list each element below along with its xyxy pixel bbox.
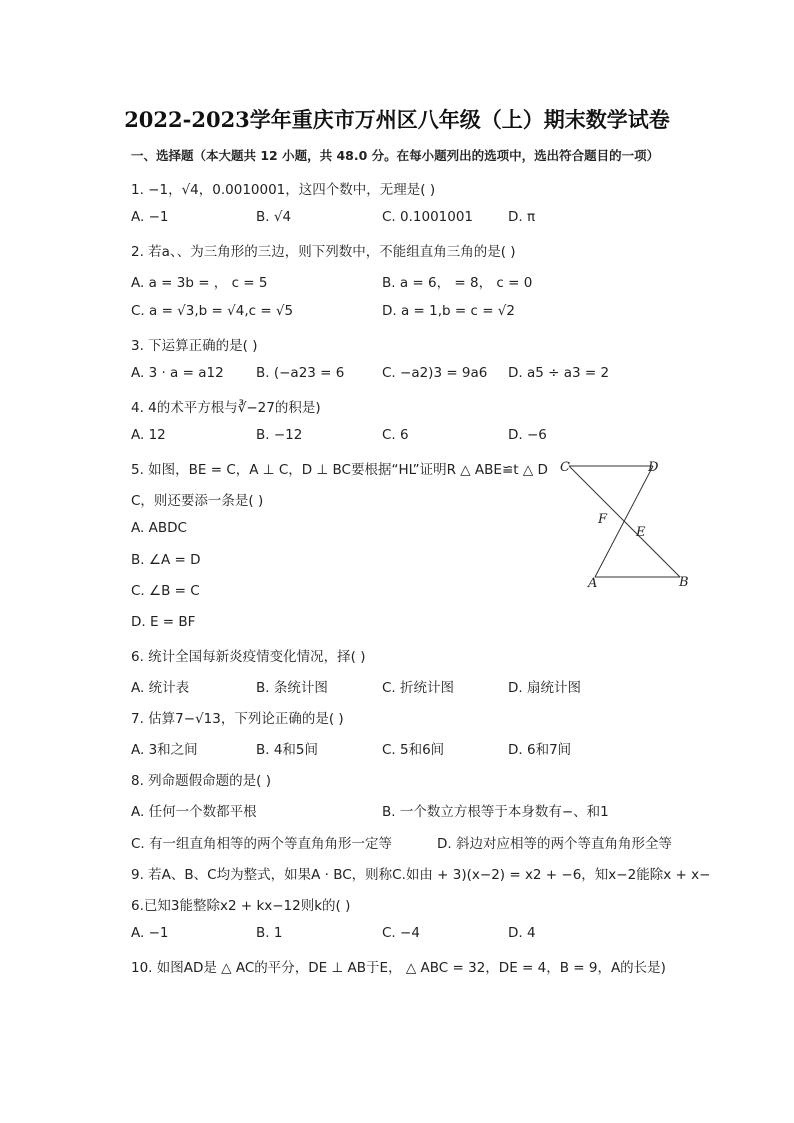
q7-option-c: C. 5和6间 <box>382 742 445 758</box>
question-10-stem: 10. 如图AD是 △ AC的平分，DE ⊥ AB于E， △ ABC = 32，DE = 4，B = 9，A的长是) <box>131 960 666 976</box>
question-3-stem: 3. 下运算正确的是( ) <box>131 338 258 354</box>
q3-option-c: C. −a2)3 = 9a6 <box>382 365 488 381</box>
q3-option-d: D. a5 ÷ a3 = 2 <box>508 365 610 381</box>
question-9-stem: 9. 若A、B、C均为整式，如果A · BC，则称C.如由 + 3)(x−2) = x2 + −6，知x−2能除x + x− <box>131 867 711 883</box>
q8-option-b: B. 一个数立方根等于本身数有−、和1 <box>382 804 609 820</box>
q1-option-b: B. √4 <box>256 209 292 225</box>
question-6-stem: 6. 统计全国每新炎疫情变化情况，择( ) <box>131 649 366 665</box>
q9-option-c: C. −4 <box>382 925 420 941</box>
q7-option-b: B. 4和5间 <box>256 742 319 758</box>
question-8-stem: 8. 列命题假命题的是( ) <box>131 773 271 789</box>
q7-option-a: A. 3和之间 <box>131 742 198 758</box>
q5-option-c: C. ∠B = C <box>131 583 200 599</box>
q2-option-a: A. a = 3b = ， c = 5 <box>131 275 268 291</box>
label-d: D <box>648 460 659 475</box>
q4-option-a: A. 12 <box>131 427 166 443</box>
q8-option-a: A. 任何一个数都平根 <box>131 804 257 820</box>
question-5-stem-cont: C，则还要添一条是( ) <box>131 493 264 509</box>
q1-option-a: A. −1 <box>131 209 169 225</box>
q3-option-a: A. 3 · a = a12 <box>131 365 224 381</box>
q6-option-c: C. 折统计图 <box>382 680 455 696</box>
question-4-stem: 4. 4的术平方根与∛−27的积是) <box>131 400 321 416</box>
question-2-stem: 2. 若a、、为三角形的三边，则下列数中，不能组直角三角的是( ) <box>131 244 516 260</box>
section-heading: 一、选择题（本大题共 12 小题，共 48.0 分。在每小题列出的选项中，选出符合题目的一项） <box>131 148 660 163</box>
q4-option-d: D. −6 <box>508 427 547 443</box>
q2-option-d: D. a = 1,b = c = √2 <box>382 303 515 319</box>
q1-option-c: C. 0.1001001 <box>382 209 474 225</box>
q7-option-d: D. 6和7间 <box>508 742 572 758</box>
q6-option-a: A. 统计表 <box>131 680 190 696</box>
q8-option-d: D. 斜边对应相等的两个等直角角形全等 <box>437 836 672 852</box>
q9-option-b: B. 1 <box>256 925 283 941</box>
q1-option-d: D. π <box>508 209 536 225</box>
q9-option-d: D. 4 <box>508 925 536 941</box>
q8-option-c: C. 有一组直角相等的两个等直角角形一定等 <box>131 836 393 852</box>
q5-option-d: D. E = BF <box>131 614 196 630</box>
q5-option-a: A. ABDC <box>131 520 187 536</box>
label-f: F <box>598 512 608 527</box>
q9-option-a: A. −1 <box>131 925 169 941</box>
question-7-stem: 7. 估算7−√13，下列论正确的是( ) <box>131 711 344 727</box>
label-c: C <box>560 460 570 475</box>
question-9-stem-cont: 6.已知3能整除x2 + kx−12则k的( ) <box>131 898 351 914</box>
geometry-figure <box>555 455 695 595</box>
q5-option-b: B. ∠A = D <box>131 552 201 568</box>
q6-option-b: B. 条统计图 <box>256 680 328 696</box>
q4-option-c: C. 6 <box>382 427 409 443</box>
question-5-stem: 5. 如图，BE = C，A ⊥ C，D ⊥ BC要根据“HL”证明R △ ABE≌t △ D <box>131 462 548 478</box>
q2-option-b: B. a = 6， = 8， c = 0 <box>382 275 533 291</box>
q4-option-b: B. −12 <box>256 427 303 443</box>
question-1-stem: 1. −1，√4，0.0010001，这四个数中，无理是( ) <box>131 182 436 198</box>
q2-option-c: C. a = √3,b = √4,c = √5 <box>131 303 294 319</box>
exam-title: 2022-2023学年重庆市万州区八年级（上）期末数学试卷 <box>124 107 670 132</box>
q3-option-b: B. (−a23 = 6 <box>256 365 345 381</box>
label-b: B <box>679 575 689 590</box>
label-a: A <box>588 576 598 591</box>
label-e: E <box>636 525 646 540</box>
q6-option-d: D. 扇统计图 <box>508 680 581 696</box>
